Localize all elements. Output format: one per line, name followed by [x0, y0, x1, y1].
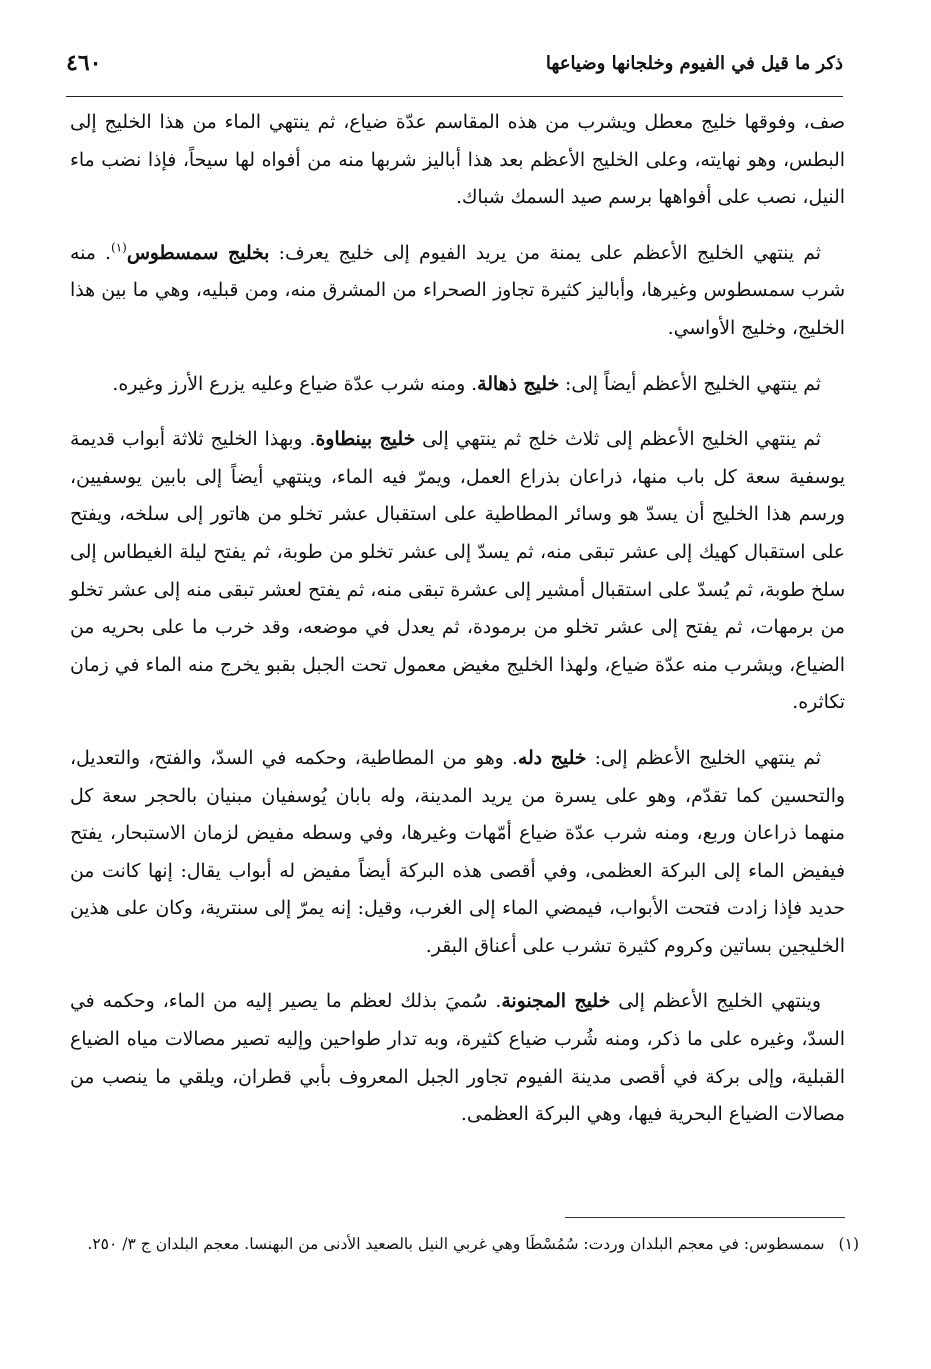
paragraph-3	[70, 366, 845, 404]
paragraph-text: وينتهي الخليج الأعظم إلى	[610, 991, 822, 1013]
paragraph-text: ثم ينتهي الخليج الأعظم إلى ثلاث خلج ثم ينتهي إلى	[415, 429, 821, 451]
canal-name: خليج ذهالة	[477, 372, 560, 395]
paragraph-1	[70, 104, 845, 217]
paragraph-text: . ومنه شرب عدّة ضياع وعليه يزرع الأرز وغيره.	[112, 373, 478, 395]
footnote-marker: (١)	[838, 1235, 859, 1253]
paragraph-6	[70, 983, 845, 1133]
paragraph-5	[70, 740, 845, 966]
paragraph-text: ثم ينتهي الخليج الأعظم على يمنة من يريد الفيوم إلى خليج يعرف:	[269, 242, 821, 264]
canal-name: بخليج سمسطوس	[126, 241, 270, 264]
footnote	[70, 1230, 859, 1258]
paragraph-text: . منه شرب سمسطوس وغيرها، وأباليز كثيرة تجاوز الصحراء من المشرق منه، ومن قبليه، وهي ما بين هذا الخليج، وخليج الأواسي.	[70, 242, 845, 339]
footnote-rule	[565, 1217, 845, 1218]
paragraph-text: . وبهذا الخليج ثلاثة أبواب قديمة يوسفية سعة كل باب منها، ذراعان بذراع العمل، ويمرّ فيه الماء، وينتهي أيضاً إلى بابين يوسفيين، ورسم هذا الخليج أن يسدّ هو وسائر المطاطية على استقبال عشر تخلو من هاتور إلى سلخه، ويفتح على استقبال كهيك إلى عشر تبقى منه، ثم يسدّ إلى عشر تخلو من طوبة، ثم يفتح ليلة الغيطاس إلى سلخ طوبة، ثم يُسدّ على استقبال أمشير إلى عشرة تبقى منه، ثم يفتح لعشر تبقى منه إلى عشر تخلو من برمهات، ثم يفتح إلى عشر تخلو من برمودة، ثم يعدل في موضعه، وقد خرب ما على بحريه من الضياع، ويشرب منه عدّة ضياع، ولهذا الخليج مغيض معمول تحت الجبل بقبو يخرج منه الماء في زمان تكاثره.	[70, 429, 845, 714]
paragraph-text: . وهو من المطاطية، وحكمه في السدّ، والفتح، والتعديل، والتحسين كما تقدّم، وهو على يسرة من يريد المدينة، وله بابان يُوسفيان مبنيان بالحجر سعة كل منهما ذراعان وربع، ومنه شرب عدّة ضياع أمّهات وغيرها، وفي وسطه مفيض لزمان الاستبحار، يفتح فيفيض الماء إلى البركة العظمى، وفي أقصى هذه البركة أيضاً مفيض له أبواب يقال: إنها كانت من حديد فإذا زادت فتحت الأبواب، فيمضي الماء إلى الغرب، وقيل: إنه يمرّ إلى سنترية، وكان على هذين الخليجين بساتين وكروم كثيرة تشرب على أعناق البقر.	[70, 747, 845, 957]
body-text	[70, 104, 845, 1152]
page-header	[66, 42, 843, 84]
paragraph-text: صف، وفوقها خليج معطل ويشرب من هذه المقاسم عدّة ضياع، ثم ينتهي الماء من هذا الخليج إلى البطس، وهو نهايته، وعلى الخليج الأعظم بعد هذا أباليز شربها منه من أفواه لها سيحاً، فإذا نضب ماء النيل، نصب على أفواهها برسم صيد السمك شباك.	[70, 112, 845, 209]
paragraph-2	[70, 235, 845, 348]
page-number: ٤٦٠	[66, 50, 102, 76]
paragraph-text: . سُميَ بذلك لعظم ما يصير إليه من الماء، وحكمه في السدّ، وغيره على ما ذكر، ومنه شُرب ضياع كثيرة، وبه تدار طواحين وإليه تصير مصالات مياه الضياع القبلية، وإلى بركة في أقصى مدينة الفيوم تجاور الجبل المعروف بأبي قطران، ويلقي ما ينصب من مصالات الضياع البحرية فيها، وهي البركة العظمى.	[70, 991, 845, 1126]
canal-name: خليج دله	[517, 746, 587, 769]
paragraph-text: ثم ينتهي الخليج الأعظم إلى:	[586, 747, 821, 769]
footnote-text: سمسطوس: في معجم البلدان وردت: سُمُسْطَا وهي غربي النيل بالصعيد الأدنى من البهنسا. معجم البلدان ج ٣/ ٢٥٠.	[87, 1235, 825, 1253]
canal-name: خليج بينطاوة	[315, 428, 416, 451]
footnote-reference: (١)	[111, 240, 127, 255]
header-rule	[66, 96, 843, 97]
running-title: ذكر ما قيل في الفيوم وخلجانها وضياعها	[545, 52, 843, 74]
paragraph-4	[70, 421, 845, 722]
canal-name: خليج المجنونة	[501, 990, 611, 1013]
paragraph-text: ثم ينتهي الخليج الأعظم أيضاً إلى:	[559, 373, 821, 395]
